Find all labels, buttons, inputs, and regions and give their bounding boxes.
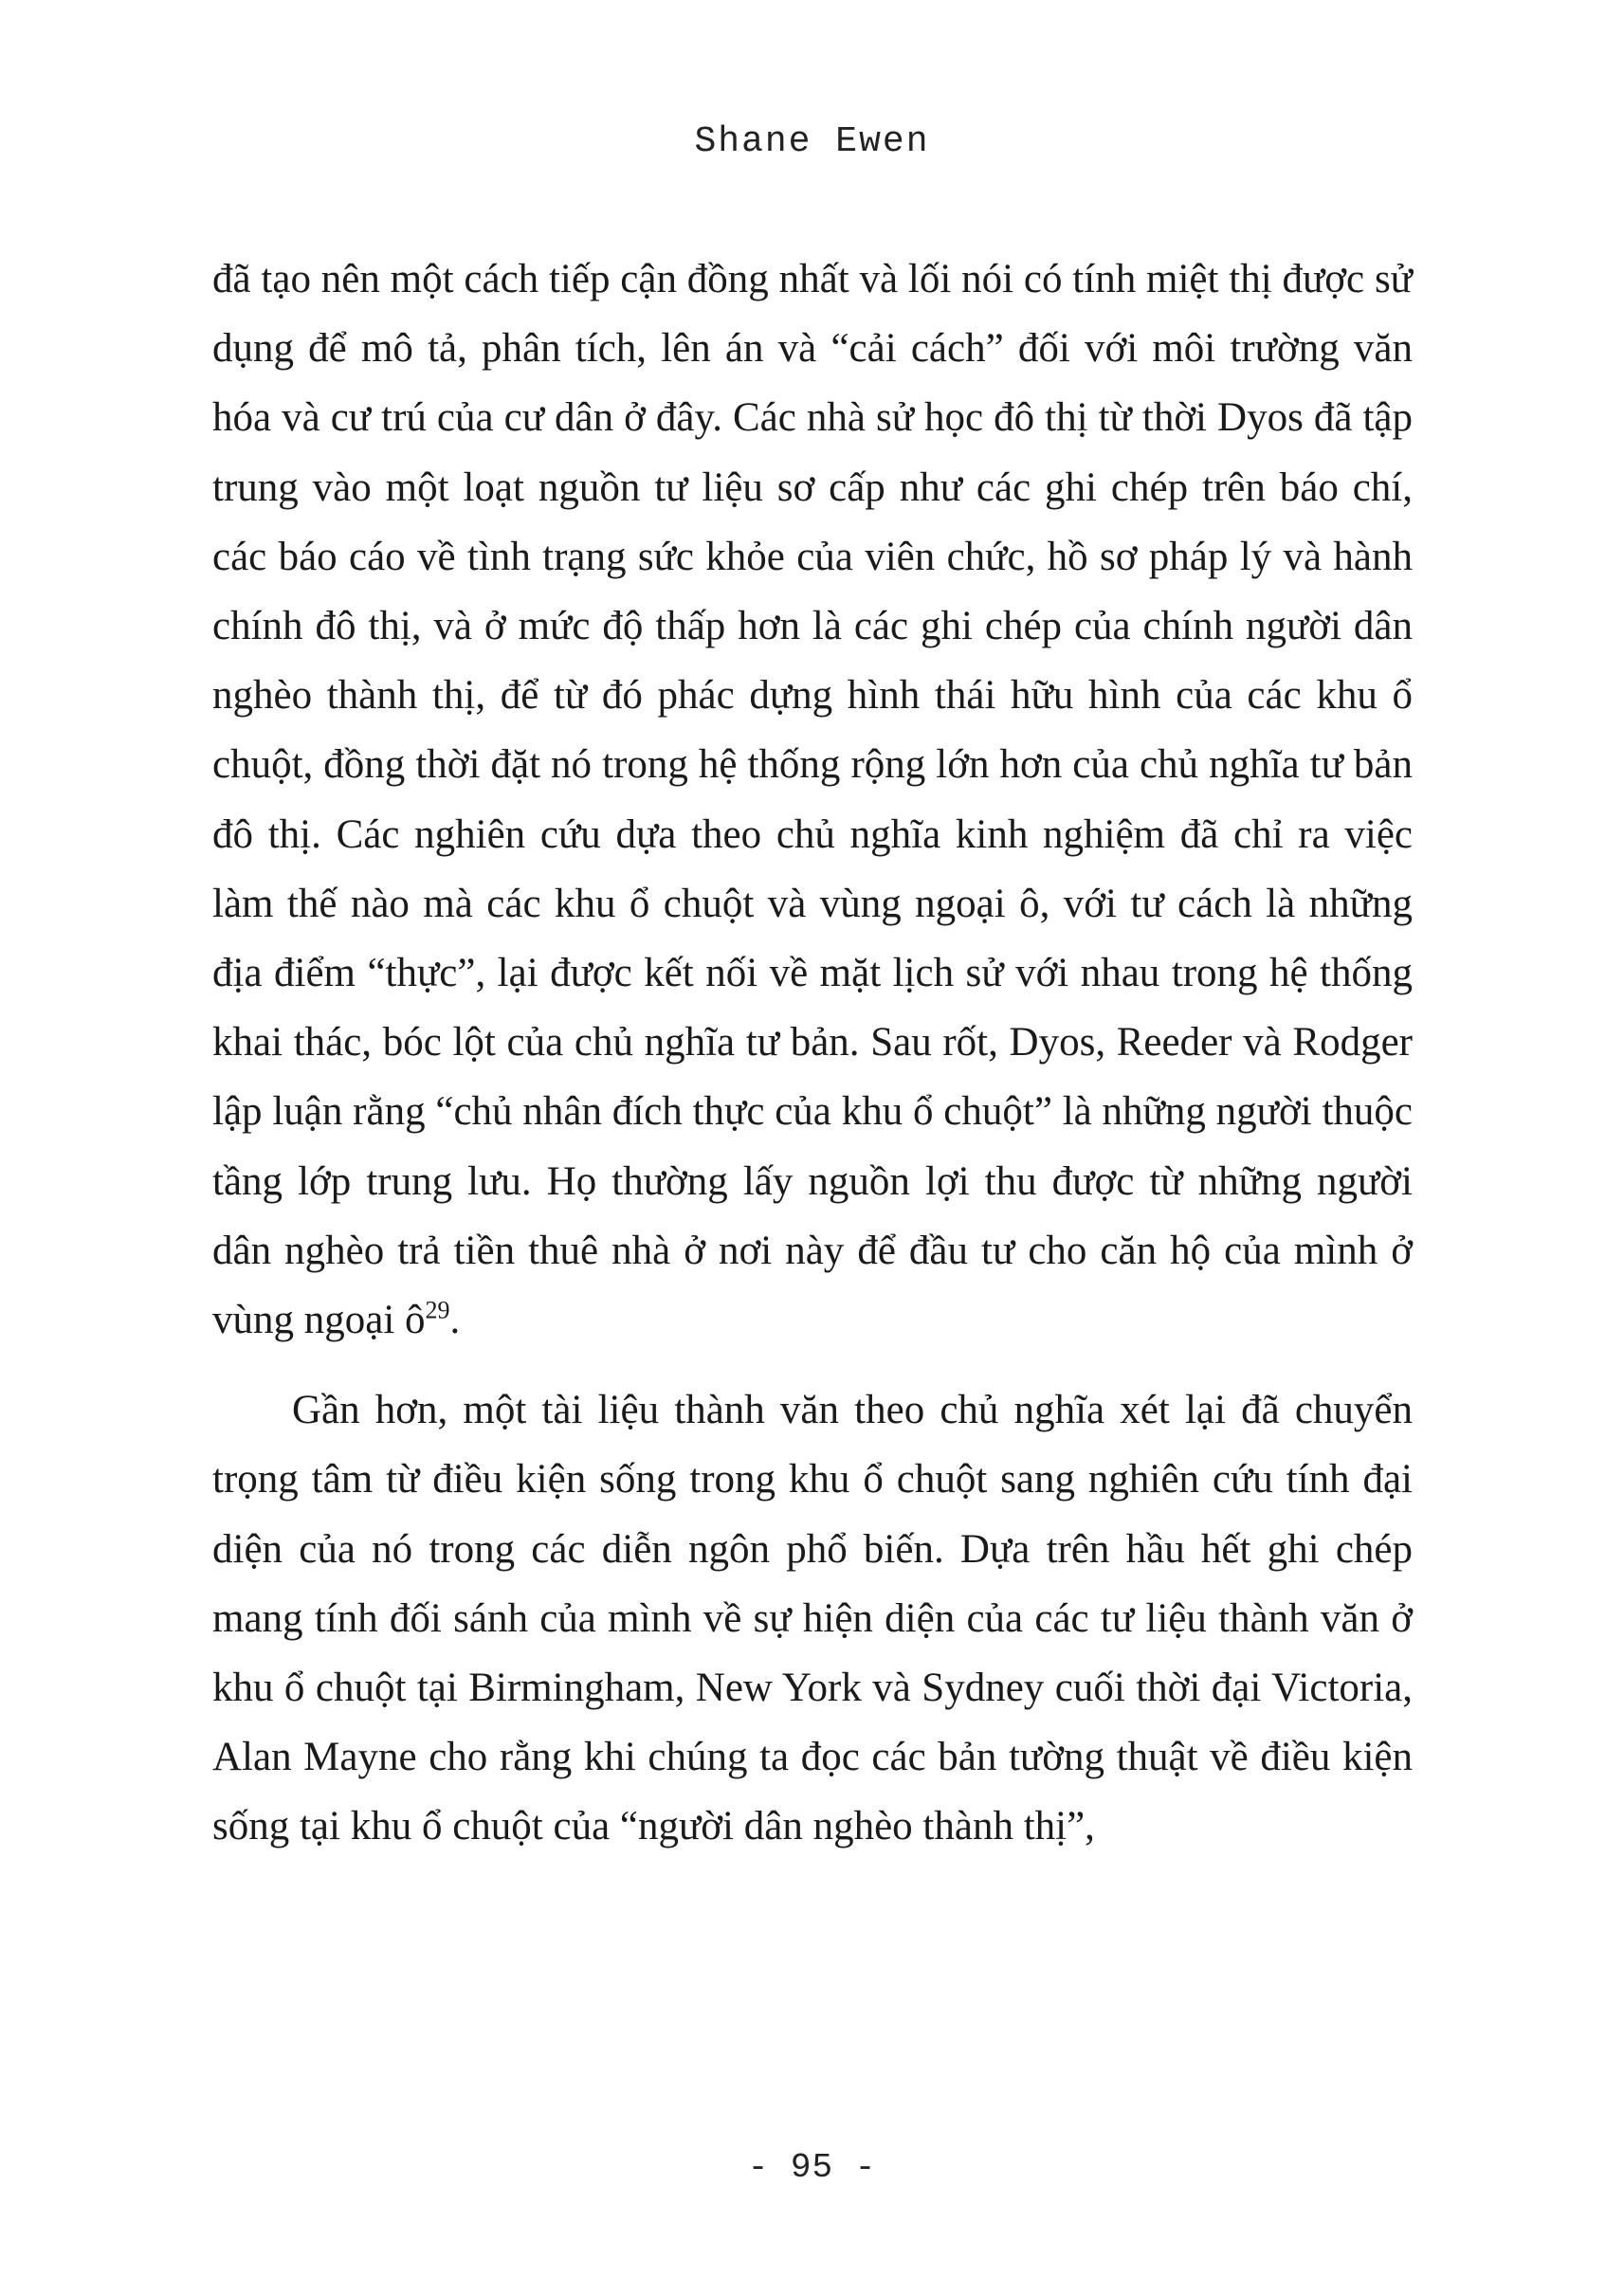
paragraph-1-end: . <box>449 1298 461 1343</box>
page-number: - 95 - <box>747 2148 877 2187</box>
paragraph-1-text: đã tạo nên một cách tiếp cận đồng nhất và lối nói có tính miệt thị được sử dụng để mô tả, phân tích, lên án và “cải cách” đối với môi trường văn hóa và cư trú của cư dân ở đây. Các nhà sử học đô thị từ thời Dyos đã tập trung vào một loạt nguồn tư liệu sơ cấp như các ghi chép trên báo chí, các báo cáo về tình trạng sức khỏe của viên chức, hồ sơ pháp lý và hành chính đô thị, và ở mức độ thấp hơn là các ghi chép của chính người dân nghèo thành thị, để từ đó phác dựng hình thái hữu hình của các khu ổ chuột, đồng thời đặt nó trong hệ thống rộng lớn hơn của chủ nghĩa tư bản đô thị. Các nghiên cứu dựa theo chủ nghĩa kinh nghiệm đã chỉ ra việc làm thế nào mà các khu ổ chuột và vùng ngoại ô, với tư cách là những địa điểm “thực”, lại được kết nối về mặt lịch sử với nhau trong hệ thống khai thác, bóc lột của chủ nghĩa tư bản. Sau rốt, Dyos, Reeder và Rodger lập luận rằng “chủ nhân đích thực của khu ổ chuột” là những người thuộc tầng lớp trung lưu. Họ thường lấy nguồn lợi thu được từ những người dân nghèo trả tiền thuê nhà ở nơi này để đầu tư cho căn hộ của mình ở vùng ngoại ô <box>212 257 1413 1343</box>
paragraph-1 <box>212 245 1413 1355</box>
body-text <box>212 245 1413 1862</box>
paragraph-2 <box>212 1375 1413 1861</box>
paragraph-2-text: Gần hơn, một tài liệu thành văn theo chủ nghĩa xét lại đã chuyển trọng tâm từ điều kiện sống trong khu ổ chuột sang nghiên cứu tính đại diện của nó trong các diễn ngôn phổ biến. Dựa trên hầu hết ghi chép mang tính đối sánh của mình về sự hiện diện của các tư liệu thành văn ở khu ổ chuột tại Birmingham, New York và Sydney cuối thời đại Victoria, Alan Mayne cho rằng khi chúng ta đọc các bản tường thuật về điều kiện sống tại khu ổ chuột của “người dân nghèo thành thị”, <box>212 1388 1413 1849</box>
footnote-reference[interactable]: 29 <box>425 1296 450 1324</box>
running-header-author: Shane Ewen <box>694 121 930 162</box>
